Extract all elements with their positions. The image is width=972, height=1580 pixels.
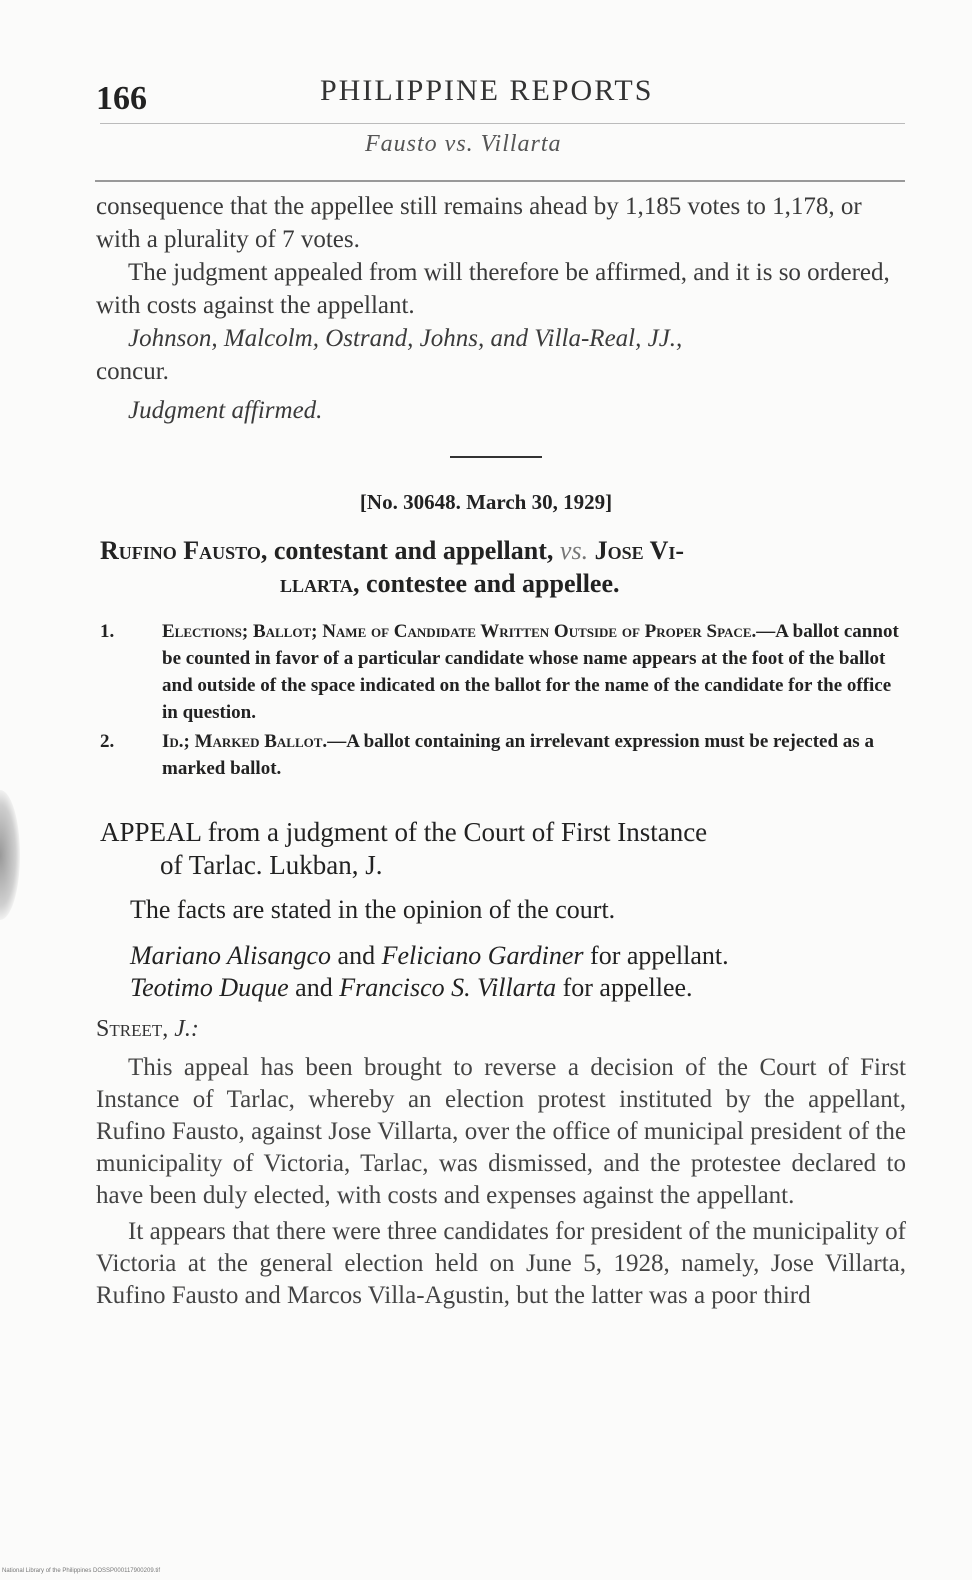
- opinion-author: [96, 1016, 199, 1043]
- scan-footer: National Library of the Philippines DOSSP000117900209.tif: [2, 1568, 160, 1574]
- contestee-role: contestee and appellee.: [359, 569, 620, 598]
- running-head: PHILIPPINE REPORTS: [320, 74, 654, 107]
- conjunction: and: [288, 973, 340, 1002]
- opinion-body: [96, 1052, 906, 1316]
- syllabus-text: —A ballot cannot be counted in favor of a particular candidate whose name appears at the foot of the ballot and outside of the space indicated on the ballot for the name of the candidate for the office in question.: [162, 621, 899, 723]
- concur-word: concur.: [96, 358, 169, 385]
- case-short-title: Fausto vs. Villarta: [365, 131, 562, 157]
- opinion-paragraph-1: This appeal has been brought to reverse a decision of the Court of First Instance of Tarlac, whereby an election protest instituted by the appellant, Rufino Fausto, against Jose Villarta, over the office of municipal president of the municipality of Victoria, Tarlac, was dismissed, and the protestee declared to have been duly elected, with costs and expenses against the appellant.: [96, 1054, 906, 1209]
- lawyer-name: Teotimo Duque: [130, 973, 289, 1002]
- facts-statement: The facts are stated in the opinion of the court.: [130, 895, 616, 924]
- appeal-statement: [100, 816, 905, 882]
- syllabus-number: 1.: [100, 621, 115, 642]
- opinion-paragraph-2: It appears that there were three candidates for president of the municipality of Victoria at the general election held on June 5, 1928, namely, Jose Villarta, Rufino Fausto and Marcos Villa-Agustin, but the latter was a poor third: [96, 1218, 906, 1309]
- conjunction: and: [331, 941, 382, 970]
- case-title-line-1: [100, 534, 905, 567]
- author-name: Street,: [96, 1016, 169, 1042]
- appeal-line-1: APPEAL from a judgment of the Court of First Instance: [100, 817, 708, 847]
- syllabus: [100, 618, 905, 782]
- syllabus-heading: Id.; Marked Ballot.: [162, 731, 328, 752]
- header-divider: [95, 180, 905, 182]
- counsel-role: for appellee.: [556, 973, 693, 1002]
- appellee-counsel: [130, 972, 905, 1004]
- case-title: [100, 534, 905, 600]
- syllabus-number: 2.: [100, 731, 115, 752]
- contestee-name-start: Jose Vi-: [588, 536, 685, 565]
- previous-paragraph-1: consequence that the appellee still remains ahead by 1,185 votes to 1,178, or with a plurality of 7 votes.: [96, 193, 862, 253]
- syllabus-item: [100, 618, 905, 726]
- versus: vs.: [559, 536, 589, 565]
- counsel-block: [130, 940, 905, 1004]
- syllabus-heading: Elections; Ballot; Name of Candidate Written Outside of Proper Space.: [162, 621, 757, 642]
- case-title-line-2: [100, 567, 905, 600]
- lawyer-name: Mariano Alisangco: [130, 941, 332, 970]
- appeal-line-2: of Tarlac. Lukban, J.: [160, 850, 383, 880]
- contestant-name: Rufino Fausto,: [100, 536, 268, 565]
- header-rule: [100, 123, 905, 124]
- docket-line: [No. 30648. March 30, 1929]: [359, 490, 613, 514]
- case-separator: [450, 456, 542, 458]
- syllabus-item: [100, 728, 905, 782]
- concurrence: [96, 322, 906, 355]
- author-title: J.:: [168, 1016, 199, 1042]
- lawyer-name: Feliciano Gardiner: [381, 941, 584, 970]
- contestant-role: contestant and appellant,: [267, 536, 560, 565]
- previous-paragraph-2: The judgment appealed from will therefore be affirmed, and it is so ordered, with costs against the appellant.: [96, 259, 890, 319]
- scan-edge-shadow: [0, 790, 20, 920]
- disposition: Judgment affirmed.: [128, 397, 323, 424]
- page-number: 166: [96, 80, 147, 117]
- appellant-counsel: [130, 940, 905, 972]
- concurring-justices: Johnson, Malcolm, Ostrand, Johns, and Villa-Real, JJ.,: [128, 325, 683, 352]
- contestee-name-end: llarta,: [280, 569, 360, 598]
- previous-case-ending: [96, 190, 906, 427]
- counsel-role: for appellant.: [583, 941, 729, 970]
- lawyer-name: Francisco S. Villarta: [339, 973, 557, 1002]
- syllabus-text: —A ballot containing an irrelevant expression must be rejected as a marked ballot.: [162, 731, 874, 779]
